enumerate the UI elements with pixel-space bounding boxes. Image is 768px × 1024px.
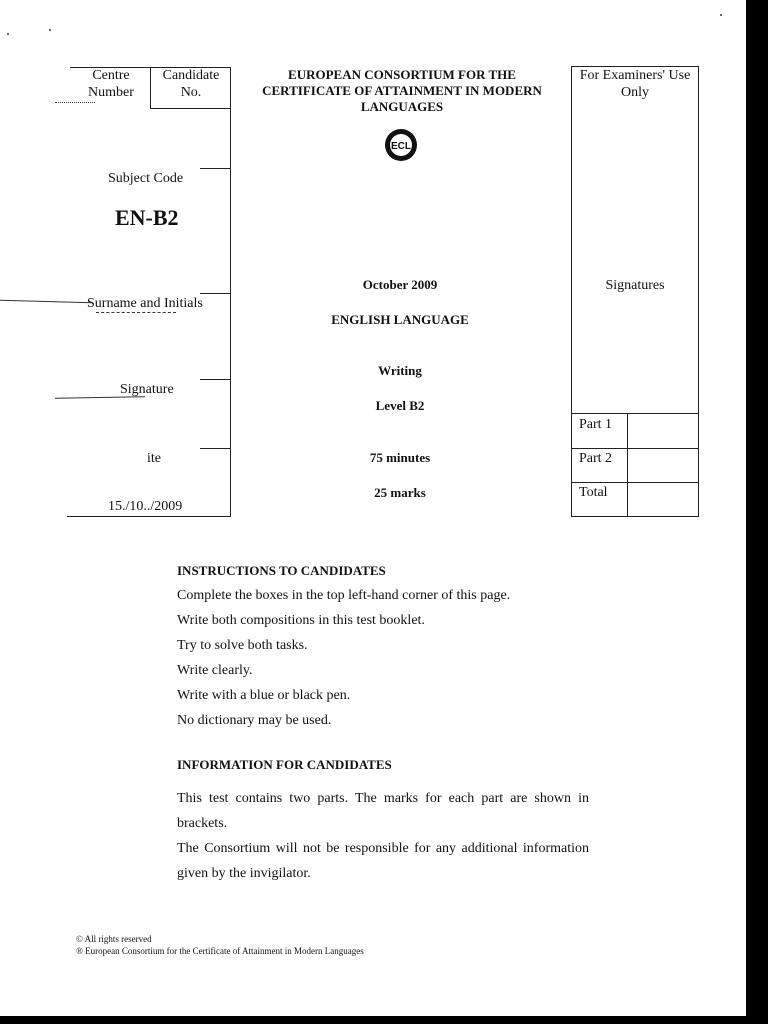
exam-subject: ENGLISH LANGUAGE	[331, 312, 469, 327]
copyright-line: © All rights reserved	[76, 934, 152, 944]
exam-paper: Writing	[378, 363, 422, 378]
information-paragraph: This test contains two parts. The marks for each part are shown in brackets.	[177, 791, 589, 831]
instruction-item: Try to solve both tasks.	[177, 638, 308, 653]
information-paragraph: The Consortium will not be responsible for any additional information given by the invigilator.	[177, 841, 589, 881]
exam-duration: 75 minutes	[369, 450, 431, 465]
exam-marks: 25 marks	[374, 485, 426, 500]
scan-speck	[720, 14, 722, 16]
instruction-item: Write clearly.	[177, 663, 253, 678]
pen-stroke	[96, 312, 176, 313]
signatures-label: Signatures	[605, 278, 665, 293]
information-heading: INFORMATION FOR CANDIDATES	[177, 757, 392, 772]
svg-text:ECL: ECL	[391, 141, 411, 152]
part1-score-cell[interactable]	[629, 415, 696, 446]
examiners-title: For Examiners' Use Only	[579, 68, 691, 100]
candidate-no-label: Candidate No.	[162, 68, 220, 100]
total-score-cell[interactable]	[629, 484, 696, 514]
part2-score-cell[interactable]	[629, 450, 696, 480]
instruction-item: No dictionary may be used.	[177, 713, 332, 728]
scan-speck	[49, 29, 51, 31]
instructions-heading: INSTRUCTIONS TO CANDIDATES	[177, 563, 386, 578]
scan-speck	[7, 33, 9, 35]
total-label: Total	[579, 485, 608, 500]
pen-stroke	[0, 300, 92, 303]
scan-edge-bottom	[0, 1016, 768, 1024]
exam-date: October 2009	[362, 277, 438, 292]
part2-label: Part 2	[579, 451, 613, 466]
exam-level: Level B2	[375, 398, 425, 413]
subject-code-label: Subject Code	[108, 171, 184, 186]
instructions-list	[177, 583, 597, 733]
part1-label: Part 1	[579, 417, 613, 432]
centre-number-label: Centre Number	[88, 68, 134, 100]
instruction-item: Complete the boxes in the top left-hand corner of this page.	[177, 588, 511, 603]
scan-edge-right	[746, 0, 768, 1024]
instruction-item: Write with a blue or black pen.	[177, 688, 351, 703]
date-value: 15./10../2009	[108, 499, 183, 514]
instruction-item: Write both compositions in this test booklet.	[177, 613, 425, 628]
surname-label: Surname and Initials	[87, 296, 203, 311]
registered-line: ® European Consortium for the Certificate of Attainment in Modern Languages	[76, 946, 364, 956]
ecl-logo	[383, 127, 419, 163]
subject-code-value: EN-B2	[115, 205, 179, 230]
consortium-title: EUROPEAN CONSORTIUM FOR THE CERTIFICATE OF ATTAINMENT IN MODERN LANGUAGES	[262, 67, 542, 114]
information-body	[177, 786, 589, 886]
pen-stroke	[55, 102, 95, 103]
signature-label: Signature	[120, 382, 174, 397]
date-label: ite	[147, 451, 161, 466]
footer	[76, 933, 364, 957]
